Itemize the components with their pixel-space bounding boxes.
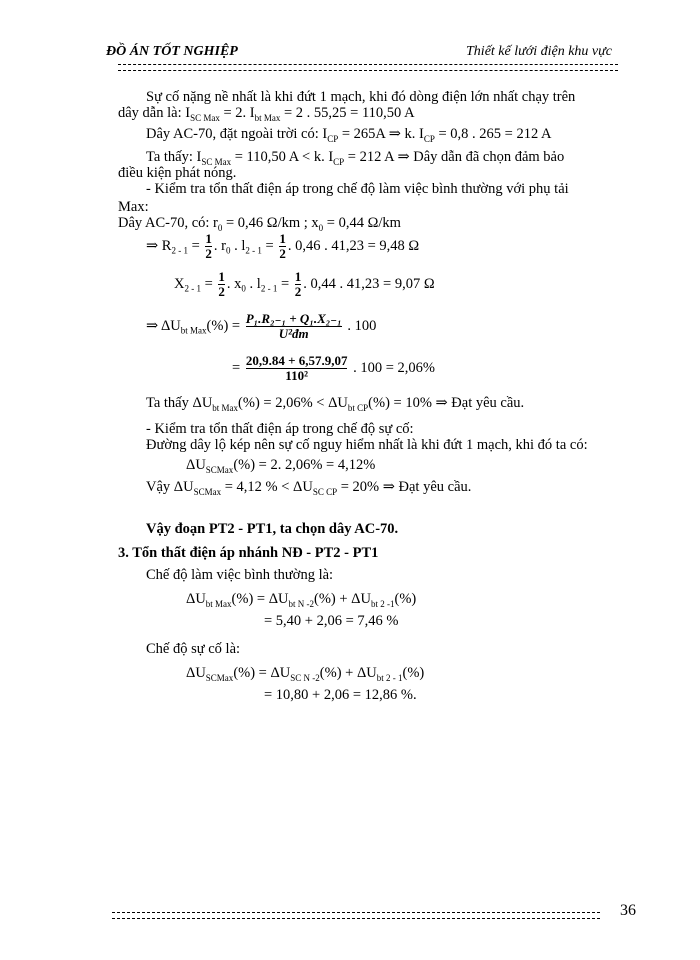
formula-du-bt-max: ⇒ $\Delta U_{bt Max}(\%)$ = $\frac{\text{P₁.R₂₋₁ + Q₁.X₂₋₁}}{\text{U²đm}}$ . 100 xyxy=(146,311,377,341)
section-heading: 3. Tổn thất điện áp nhánh NĐ - PT2 - PT1 xyxy=(118,545,379,561)
text-line-2: dây dẫn là: $I_{SC Max} = 2$. $I_{bt Max} = 2$ . 55,25 = 110,50 A xyxy=(118,105,415,123)
text-line-7: Max: xyxy=(118,199,149,215)
header-divider xyxy=(118,64,618,71)
text-line-14: - Kiểm tra tổn thất điện áp trong chế độ sự cố: xyxy=(146,421,414,437)
formula-normal-mode: $\Delta U_{bt Max}(\%) = \Delta U_{bt N -2}(\%) + \Delta U_{bt 2 -1}(\%)$ xyxy=(186,591,417,609)
fraction-half: $\frac{1}{2}$ xyxy=(205,231,212,261)
formula-fault-value: = 10,80 + 2,06 = 12,86 %. xyxy=(264,687,417,703)
text-line-6: - Kiểm tra tổn thất điện áp trong chế độ làm việc bình thường với phụ tải xyxy=(146,181,569,197)
fraction-du-formula: $\frac{\text{P₁.R₂₋₁ + Q₁.X₂₋₁}}{\text{U²đm}}$ xyxy=(245,311,342,341)
header-title: ĐỒ ÁN TỐT NGHIỆP xyxy=(106,44,238,59)
formula-du-bt-value: = $\frac{20,9.84 + 6,57.9,07}{\text{110²}}$ . 100 = 2,06% xyxy=(232,353,435,383)
footer-divider xyxy=(112,912,600,919)
text-line-8: Dây AC-70, có: $r_0 = 0,46$ Ω/km ; $x_0 = 0,44$ Ω/km xyxy=(118,215,401,233)
text-line-15: Đường dây lộ kép nên sự cố nguy hiểm nhất là khi đứt 1 mạch, khi đó ta có: xyxy=(146,437,588,453)
formula-x21: $X_{2 - 1}$ = $\frac{1}{2}$ . $x_0$ . $l_{2 - 1}$ = $\frac{1}{2}$ . 0,44 . 41,23 = 9,07 Ω xyxy=(174,269,435,299)
page-number: 36 xyxy=(620,902,636,919)
text-line-1: Sự cố nặng nề nhất là khi đứt 1 mạch, khi đó dòng điện lớn nhất chạy trên xyxy=(146,89,576,105)
formula-fault-mode: $\Delta U_{SCMax}(\%) = \Delta U_{SC N -2}(\%) + \Delta U_{bt 2 - 1}(\%)$ xyxy=(186,665,425,683)
conclusion-line: Vậy đoạn PT2 - PT1, ta chọn dây AC-70. xyxy=(146,521,399,537)
text-line-20: Chế độ làm việc bình thường là: xyxy=(146,567,334,583)
text-line-5: điều kiện phát nóng. xyxy=(118,165,237,181)
text-line-23: Chế độ sự cố là: xyxy=(146,641,241,657)
fraction-half: $\frac{1}{2}$ xyxy=(294,269,302,299)
text-line-17: Vậy $\Delta U_{SCMax} = 4,12$ % < $\Delta U_{SC CP} = 20\%$ ⇒ Đạt yêu cầu. xyxy=(146,479,472,497)
text-line-4: Ta thấy: $I_{SC Max} = 110,50$ A < k. $I_{CP} = 212$ A ⇒ Dây dẫn đã chọn đảm bảo xyxy=(146,149,565,167)
text-line-16: $\Delta U_{SCMax}(\%) = 2$. 2,06% = 4,12% xyxy=(186,457,376,475)
formula-normal-value: = 5,40 + 2,06 = 7,46 % xyxy=(264,613,399,629)
formula-r21: ⇒ $R_{2 - 1}$ = $\frac{1}{2}$ . $r_0$ . $l_{2 - 1}$ = $\frac{1}{2}$ . 0,46 . 41,23 = 9,48 Ω xyxy=(146,231,420,261)
fraction-du-value: $\frac{20,9.84 + 6,57.9,07}{\text{110²}}$ xyxy=(245,353,348,383)
text-line-3: Dây AC-70, đặt ngoài trời có: $I_{CP} = 265A$ ⇒ k. $I_{CP} = 0,8$ . 265 = 212 A xyxy=(146,126,552,144)
fraction-half: $\frac{1}{2}$ xyxy=(218,269,225,299)
fraction-half: $\frac{1}{2}$ xyxy=(279,231,286,261)
header-subtitle: Thiết kế lưới điện khu vực xyxy=(466,44,612,59)
text-line-13: Ta thấy $\Delta U_{bt Max}(\%) = 2,06\% < \Delta U_{bt CP}(\%) = 10\%$ ⇒ Đạt yêu cầu. xyxy=(146,395,525,413)
